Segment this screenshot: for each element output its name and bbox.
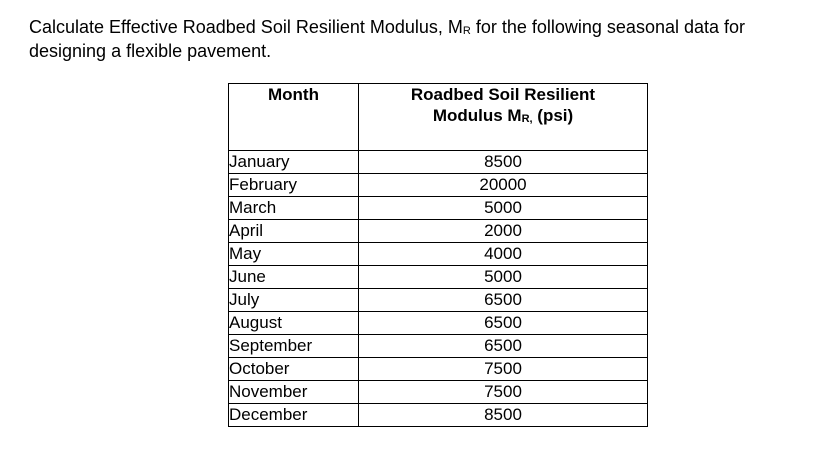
modulus-header-line2-post: (psi)	[532, 106, 574, 125]
modulus-header-line2-pre: Modulus M	[432, 106, 522, 125]
question-subscript: R	[462, 25, 471, 37]
modulus-header-line1: Roadbed Soil Resilient	[410, 85, 596, 104]
month-cell: August	[229, 312, 359, 335]
table-row	[229, 243, 648, 266]
modulus-header-subscript: R,	[521, 113, 533, 125]
question-text-part2: for the following seasonal data for designing a flexible pavement.	[29, 17, 746, 61]
modulus-cell: 6500	[359, 289, 648, 312]
modulus-cell: 7500	[359, 358, 648, 381]
month-cell: October	[229, 358, 359, 381]
month-cell: April	[229, 220, 359, 243]
resilient-modulus-table	[228, 83, 648, 427]
table-row	[229, 404, 648, 427]
table-header-row	[229, 84, 648, 151]
modulus-cell: 7500	[359, 381, 648, 404]
month-cell: May	[229, 243, 359, 266]
question-text-part1: Calculate Effective Roadbed Soil Resilient Modulus, M	[29, 17, 463, 37]
modulus-cell: 5000	[359, 197, 648, 220]
month-cell: February	[229, 174, 359, 197]
modulus-cell: 4000	[359, 243, 648, 266]
modulus-cell: 6500	[359, 335, 648, 358]
table-row	[229, 289, 648, 312]
modulus-cell: 20000	[359, 174, 648, 197]
table-row	[229, 381, 648, 404]
table-row	[229, 358, 648, 381]
month-cell: July	[229, 289, 359, 312]
table-row	[229, 266, 648, 289]
month-cell: March	[229, 197, 359, 220]
table-row	[229, 197, 648, 220]
month-cell: November	[229, 381, 359, 404]
table-row	[229, 151, 648, 174]
modulus-cell: 8500	[359, 404, 648, 427]
modulus-cell: 2000	[359, 220, 648, 243]
modulus-column-header	[359, 84, 648, 151]
month-column-header: Month	[229, 84, 359, 151]
table-row	[229, 312, 648, 335]
modulus-cell: 8500	[359, 151, 648, 174]
modulus-cell: 6500	[359, 312, 648, 335]
table-row	[229, 174, 648, 197]
question-text	[29, 17, 809, 62]
month-cell: January	[229, 151, 359, 174]
month-cell: June	[229, 266, 359, 289]
modulus-cell: 5000	[359, 266, 648, 289]
table-row	[229, 335, 648, 358]
month-cell: September	[229, 335, 359, 358]
table-row	[229, 220, 648, 243]
month-cell: December	[229, 404, 359, 427]
